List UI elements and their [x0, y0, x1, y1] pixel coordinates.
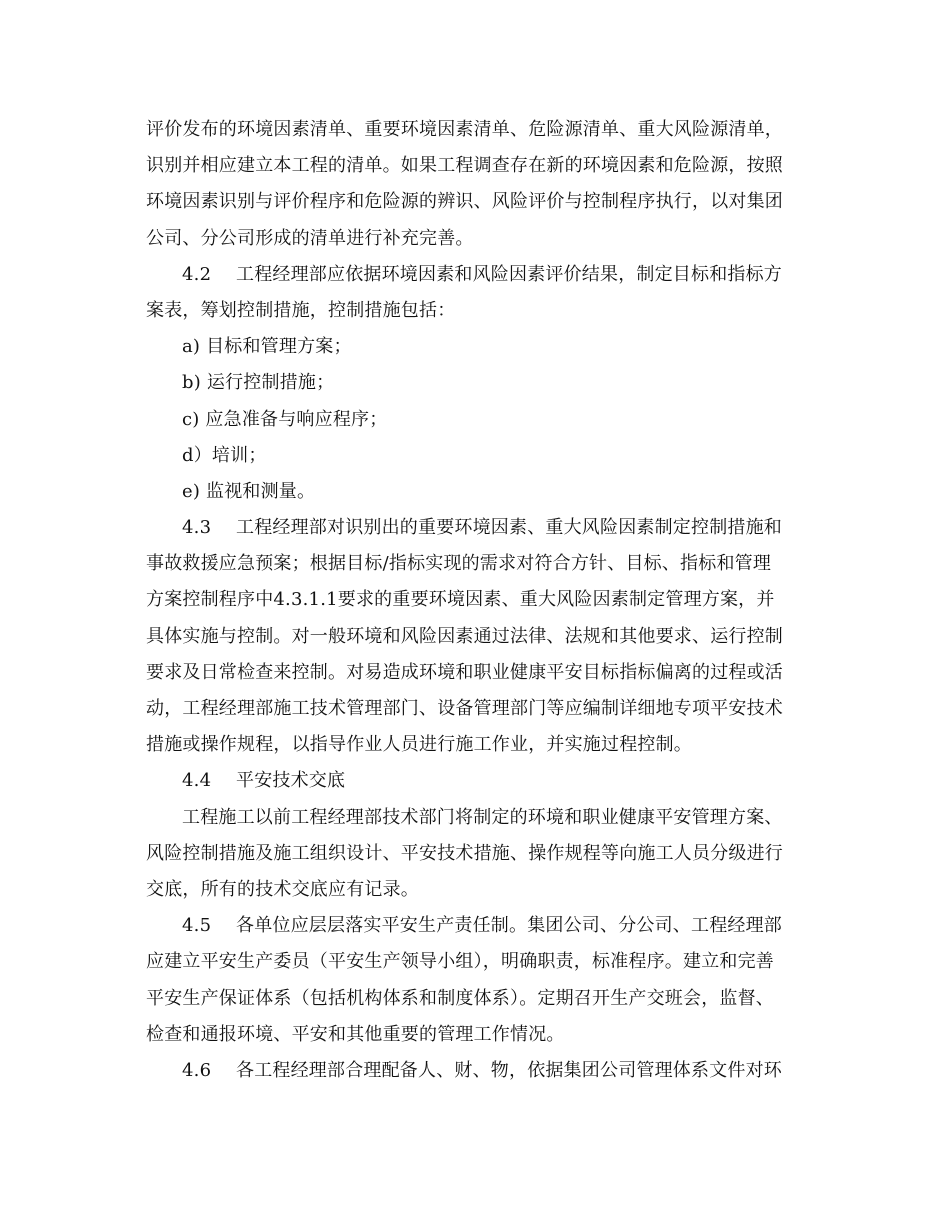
list-item: d）培训； [182, 444, 267, 466]
text-line: 工程施工以前工程经理部技术部门将制定的环境和职业健康平安管理方案、 [182, 806, 783, 828]
section-number: 4.4 [182, 770, 212, 792]
section-4-3 [146, 510, 802, 763]
section-text: 各单位应层层落实平安生产责任制。集团公司、分公司、工程经理部 [236, 915, 782, 937]
text-line: 检查和通报环境、平安和其他重要的管理工作情况。 [146, 1023, 565, 1045]
list-item: b) 运行控制措施； [182, 372, 335, 394]
section-first-line [146, 908, 802, 944]
text-line: 案表，筹划控制措施，控制措施包括： [146, 299, 456, 321]
section-first-line [146, 510, 802, 546]
text-line: 具体实施与控制。对一般环境和风险因素通过法律、法规和其他要求、运行控制 [146, 625, 783, 647]
paragraph-continuation [146, 112, 802, 257]
text-line: 识别并相应建立本工程的清单。如果工程调查存在新的环境因素和危险源，按照 [146, 155, 783, 177]
text-line: 公司、分公司形成的清单进行补充完善。 [146, 227, 474, 249]
section-4-5 [146, 908, 802, 1053]
text-line: 评价发布的环境因素清单、重要环境因素清单、危险源清单、重大风险源清单， [146, 119, 783, 140]
section-first-line [146, 1053, 802, 1089]
section-4-6 [146, 1053, 802, 1089]
section-number: 4.2 [182, 263, 212, 285]
text-line: 措施或操作规程，以指导作业人员进行施工作业，并实施过程控制。 [146, 734, 692, 756]
list-item: a) 目标和管理方案； [182, 336, 352, 358]
section-heading: 平安技术交底 [236, 770, 346, 792]
text-line: 要求及日常检查来控制。对易造成环境和职业健康平安目标指标偏离的过程或活 [146, 661, 783, 683]
paragraph-technical-briefing [146, 800, 802, 909]
text-line: 环境因素识别与评价程序和危险源的辨识、风险评价与控制程序执行，以对集团 [146, 191, 783, 213]
text-line: 方案控制程序中4.3.1.1要求的重要环境因素、重大风险因素制定管理方案，并 [146, 589, 775, 611]
measures-list [146, 329, 802, 510]
document-page [146, 112, 802, 1089]
text-line: 风险控制措施及施工组织设计、平安技术措施、操作规程等向施工人员分级进行 [146, 842, 783, 864]
text-line: 平安生产保证体系（包括机构体系和制度体系）。定期召开生产交班会，监督、 [146, 987, 774, 1009]
section-4-2 [146, 257, 802, 329]
section-number: 4.6 [182, 1059, 212, 1081]
text-line: 应建立平安生产委员（平安生产领导小组），明确职责，标准程序。建立和完善 [146, 951, 774, 973]
section-text: 工程经理部对识别出的重要环境因素、重大风险因素制定控制措施和 [236, 517, 782, 539]
text-line: 事故救援应急预案；根据目标/指标实现的需求对符合方针、目标、指标和管理 [146, 553, 772, 575]
list-item: c) 应急准备与响应程序； [182, 408, 388, 430]
section-first-line [146, 257, 802, 293]
section-4-4 [146, 763, 802, 799]
text-line: 动，工程经理部施工技术管理部门、设备管理部门等应编制详细地专项平安技术 [146, 698, 783, 719]
text-line: 交底，所有的技术交底应有记录。 [146, 878, 419, 900]
section-number: 4.3 [182, 517, 212, 539]
section-number: 4.5 [182, 915, 212, 937]
section-first-line [146, 763, 802, 799]
list-item: e) 监视和测量。 [182, 480, 316, 502]
section-text: 各工程经理部合理配备人、财、物，依据集团公司管理体系文件对环 [236, 1059, 782, 1081]
section-text: 工程经理部应依据环境因素和风险因素评价结果，制定目标和指标方 [236, 263, 782, 285]
